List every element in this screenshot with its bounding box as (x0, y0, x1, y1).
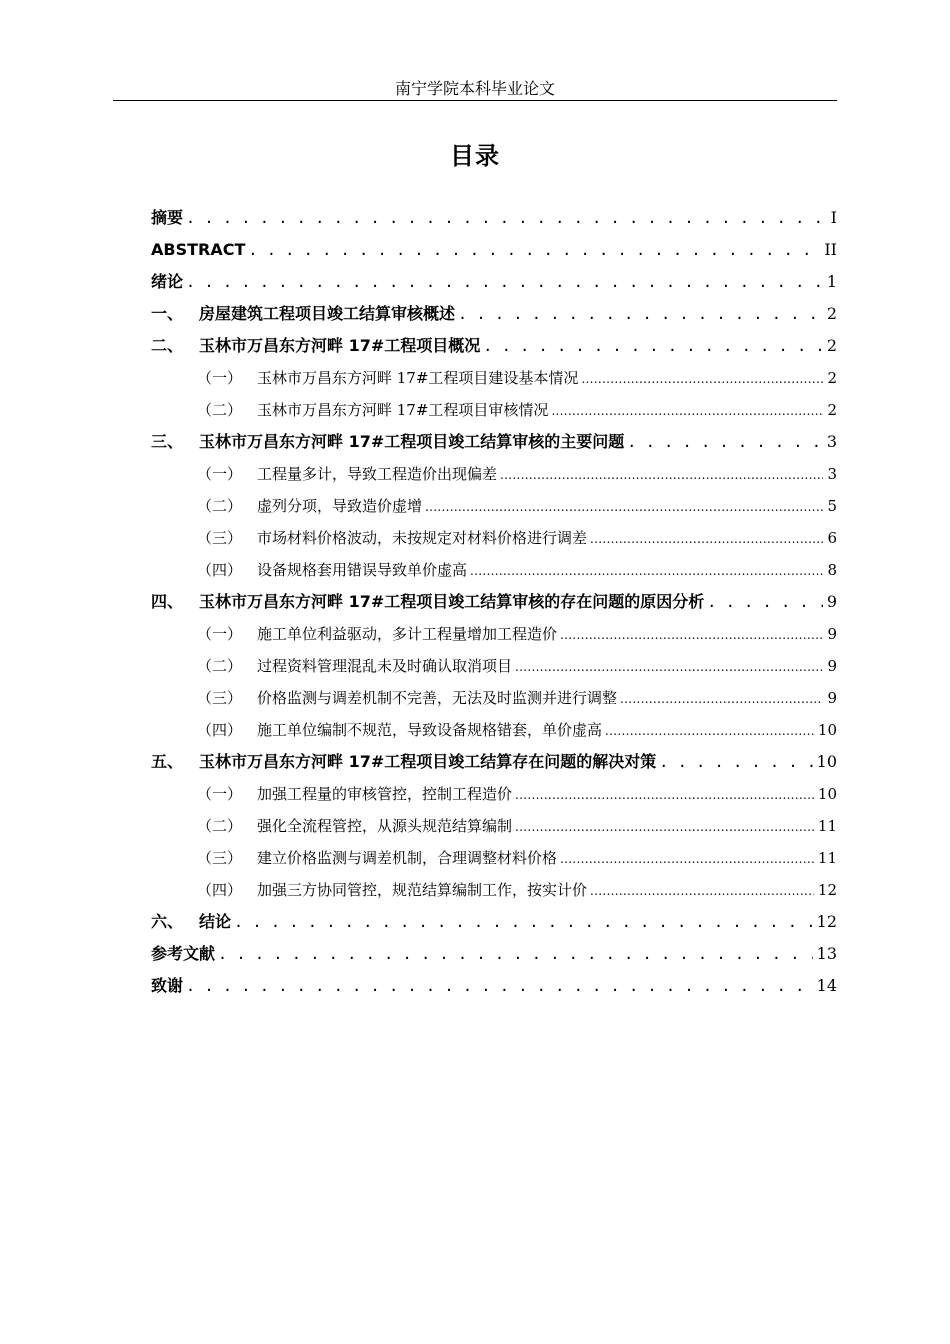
toc-page-number: 10 (817, 785, 837, 803)
dot-leader (218, 942, 813, 966)
dot-leader (627, 430, 823, 454)
toc-title: 目录 (450, 142, 500, 170)
toc-subentry[interactable] (197, 654, 837, 678)
dot-leader (483, 334, 823, 358)
toc-entry-text: ABSTRACT (151, 240, 246, 259)
dot-leader (186, 206, 827, 230)
toc-page-number: 3 (827, 465, 837, 483)
toc-subentry[interactable] (197, 846, 837, 870)
toc-entry-text: 房屋建筑工程项目竣工结算审核概述 (199, 304, 456, 323)
running-header: 南宁学院本科毕业论文 (394, 79, 555, 98)
toc-entry-number: 三、 (151, 432, 184, 451)
toc-page-number: 1 (826, 272, 837, 291)
toc-entry-number: （二） (197, 401, 243, 419)
toc-entry-text: 设备规格套用错误导致单价虚高 (257, 561, 468, 579)
toc-entry-number: 二、 (151, 336, 184, 355)
toc-subentry[interactable] (197, 366, 837, 390)
toc-entry-number: 一、 (151, 304, 184, 323)
dot-leader (470, 558, 823, 583)
toc-entry-number: （三） (197, 529, 243, 547)
toc-entry[interactable] (151, 590, 837, 614)
dot-leader (590, 526, 823, 551)
toc-entry-text: 结论 (199, 912, 232, 931)
dot-leader (515, 814, 814, 839)
toc-page-number: 14 (816, 976, 837, 995)
toc-page-number: 2 (826, 336, 837, 355)
toc-entry-text: 致谢 (151, 976, 184, 995)
dot-leader (186, 974, 813, 998)
toc-entry-number: （三） (197, 849, 243, 867)
toc-entry[interactable] (151, 430, 837, 454)
toc-entry-text: 加强三方协同管控，规范结算编制工作，按实计价 (257, 881, 588, 899)
toc-subentry[interactable] (197, 398, 837, 422)
toc-page-number: 9 (826, 592, 837, 611)
toc-entry[interactable] (151, 910, 837, 934)
toc-subentry[interactable] (197, 558, 837, 582)
toc-page-number: 2 (826, 304, 837, 323)
toc-subentry[interactable] (197, 718, 837, 742)
toc-entry[interactable] (151, 942, 837, 966)
dot-leader (500, 462, 823, 487)
toc-page-number: I (830, 208, 837, 227)
toc-entry-number: 四、 (151, 592, 184, 611)
toc-subentry[interactable] (197, 494, 837, 518)
dot-leader (590, 878, 814, 903)
header-rule (113, 100, 837, 101)
toc-entry-number: 五、 (151, 752, 184, 771)
dot-leader (515, 782, 814, 807)
toc-page-number: 11 (817, 817, 837, 835)
toc-entry-number: （四） (197, 721, 243, 739)
toc-entry-text: 玉林市万昌东方河畔 17#工程项目竣工结算存在问题的解决对策 (199, 752, 657, 771)
dot-leader (515, 654, 823, 679)
toc-page-number: 11 (817, 849, 837, 867)
toc-entry-text: 参考文献 (151, 944, 216, 963)
toc-entry[interactable] (151, 206, 837, 230)
toc-entry-text: 虚列分项，导致造价虚增 (257, 497, 423, 515)
toc-page-number: 3 (826, 432, 837, 451)
toc-entry-number: （二） (197, 497, 243, 515)
toc-entry-text: 强化全流程管控，从源头规范结算编制 (257, 817, 513, 835)
toc-page-number: 6 (827, 529, 837, 547)
toc-entry[interactable] (151, 334, 837, 358)
toc-entry-text: 玉林市万昌东方河畔 17#工程项目审核情况 (257, 401, 549, 419)
toc-entry-text: 施工单位编制不规范，导致设备规格错套，单价虚高 (257, 721, 603, 739)
dot-leader (234, 910, 813, 934)
toc-page-number: 2 (827, 369, 837, 387)
dot-leader (458, 302, 823, 326)
toc-subentry[interactable] (197, 686, 837, 710)
toc-entry-text: 绪论 (151, 272, 184, 291)
toc-page-number: II (824, 240, 837, 259)
toc-entry-text: 工程量多计，导致工程造价出现偏差 (257, 465, 498, 483)
toc-entry-text: 玉林市万昌东方河畔 17#工程项目竣工结算审核的主要问题 (199, 432, 625, 451)
toc-entry[interactable] (151, 750, 837, 774)
toc-entry-number: （四） (197, 561, 243, 579)
dot-leader (560, 846, 814, 871)
toc-entry[interactable] (151, 974, 837, 998)
dot-leader (605, 718, 814, 743)
toc-subentry[interactable] (197, 814, 837, 838)
toc-page-number: 8 (827, 561, 837, 579)
toc-subentry[interactable] (197, 878, 837, 902)
dot-leader (551, 398, 823, 423)
toc-entry-text: 加强工程量的审核管控，控制工程造价 (257, 785, 513, 803)
toc-page-number: 5 (827, 497, 837, 515)
toc-entry-number: （一） (197, 785, 243, 803)
dot-leader (186, 270, 823, 294)
toc-entry-number: （四） (197, 881, 243, 899)
toc-entry-text: 市场材料价格波动，未按规定对材料价格进行调差 (257, 529, 588, 547)
toc-page-number: 9 (827, 625, 837, 643)
toc-page-number: 10 (817, 721, 837, 739)
toc-page-number: 2 (827, 401, 837, 419)
toc-entry-text: 过程资料管理混乱未及时确认取消项目 (257, 657, 513, 675)
toc-entry-number: （一） (197, 465, 243, 483)
toc-entry-number: （二） (197, 817, 243, 835)
toc-entry-number: （三） (197, 689, 243, 707)
toc-page-number: 10 (816, 752, 837, 771)
dot-leader (659, 750, 812, 774)
toc-entry-text: 玉林市万昌东方河畔 17#工程项目竣工结算审核的存在问题的原因分析 (199, 592, 705, 611)
toc-entry-number: （一） (197, 625, 243, 643)
toc-entry-text: 建立价格监测与调差机制，合理调整材料价格 (257, 849, 558, 867)
toc-entry-text: 玉林市万昌东方河畔 17#工程项目概况 (199, 336, 481, 355)
toc-entry[interactable] (151, 238, 837, 262)
toc-page-number: 12 (817, 881, 837, 899)
toc-page-number: 12 (816, 912, 837, 931)
dot-leader (248, 238, 820, 262)
dot-leader (425, 494, 823, 519)
toc-entry[interactable] (151, 270, 837, 294)
toc-entry-number: （二） (197, 657, 243, 675)
toc-entry-text: 价格监测与调差机制不完善，无法及时监测并进行调整 (257, 689, 618, 707)
toc-subentry[interactable] (197, 462, 837, 486)
toc-entry-number: （一） (197, 369, 243, 387)
toc-page-number: 9 (827, 689, 837, 707)
toc-subentry[interactable] (197, 622, 837, 646)
toc-page-number: 9 (827, 657, 837, 675)
toc-entry-text: 施工单位利益驱动，多计工程量增加工程造价 (257, 625, 558, 643)
toc-subentry[interactable] (197, 526, 837, 550)
toc-entry-text: 摘要 (151, 208, 184, 227)
toc-subentry[interactable] (197, 782, 837, 806)
dot-leader (707, 590, 823, 614)
toc-entry[interactable] (151, 302, 837, 326)
dot-leader (560, 622, 823, 647)
toc-entry-number: 六、 (151, 912, 184, 931)
dot-leader (581, 366, 823, 391)
toc-page-number: 13 (816, 944, 837, 963)
toc-entry-text: 玉林市万昌东方河畔 17#工程项目建设基本情况 (257, 369, 579, 387)
dot-leader (620, 686, 823, 711)
